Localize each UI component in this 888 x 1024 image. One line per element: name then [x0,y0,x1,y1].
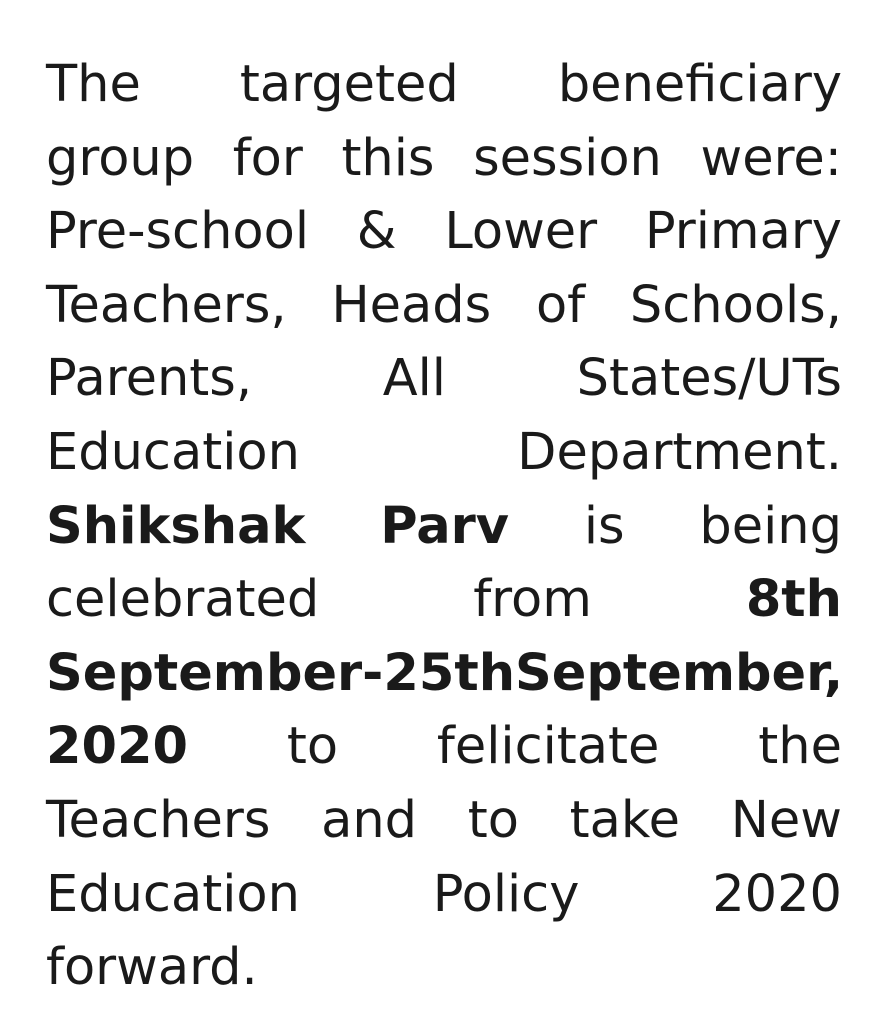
text-line [46,784,842,858]
bold-word: September- [46,643,384,703]
word: celebrated [46,570,320,630]
bold-word: September, [515,643,844,703]
bold-word: 2020 [46,717,188,777]
word: The [46,55,141,114]
word: Primary [644,202,842,262]
text-line [46,637,842,711]
text-line [46,342,842,416]
word: Education [46,422,300,482]
text-line [46,122,842,196]
word: Heads [331,275,492,335]
word: take [569,790,681,850]
word: felicitate [436,717,660,777]
text-line [46,416,842,490]
word: Department. [517,422,842,482]
bold-word: Shikshak [46,496,306,556]
word: All [382,349,446,409]
word: this [341,128,435,188]
text-line [46,490,842,564]
word: the [758,717,842,777]
word: Education [46,864,300,924]
text-line [46,858,842,932]
word: of [535,275,586,335]
word: from [473,570,592,630]
word: is [583,496,625,556]
word: targeted [239,55,459,114]
word: 2020 [712,864,842,924]
word: Schools, [629,275,842,335]
word: beneficiary [557,55,842,114]
word: States/UTs [576,349,842,409]
word: Lower [444,202,598,262]
word: session [473,128,662,188]
word: group [46,128,195,188]
word: were: [700,128,842,188]
word: being [699,496,842,556]
word: Policy [432,864,580,924]
word: and [321,790,418,850]
text-line [46,563,842,637]
word: Teachers [46,790,271,850]
word: & [356,202,397,262]
word: Parents, [46,349,253,409]
word: New [730,790,842,850]
text-line [46,195,842,269]
bold-word: Parv [380,496,510,556]
text-line [46,48,842,122]
word: Pre-school [46,202,309,262]
word: forward. [46,938,258,998]
word: Teachers, [46,275,287,335]
text-line [46,931,842,1005]
bold-word: 8th [745,570,842,630]
word: for [232,128,303,188]
word: to [467,790,519,850]
text-line [46,269,842,343]
document-paragraph [46,48,842,1005]
text-line [46,710,842,784]
bold-word: 25th [383,643,516,703]
word: to [286,717,339,777]
